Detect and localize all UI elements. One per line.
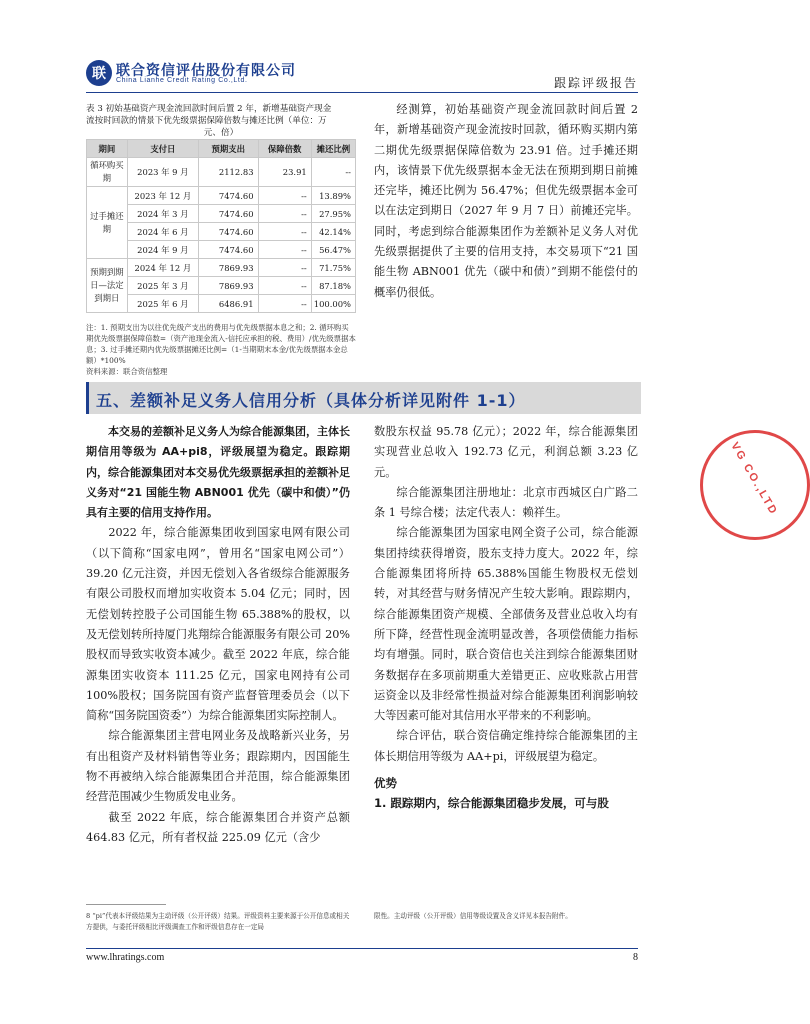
footnote-right: 限性。主动评级（公开评级）信用等级设置及含义详见本报告附件。	[374, 912, 572, 920]
cell-coverage: --	[258, 259, 311, 277]
cell-coverage: --	[258, 241, 311, 259]
lead-paragraph: 本交易的差额补足义务人为综合能源集团，主体长期信用等级为 AA+pi8，评级展望为稳定。跟踪期内，综合能源集团对本交易优先级票据承担的差额补足义务对“21 国能生物 ABN001 优先（碳中和债）”仍具有主要的信用支持作用。	[86, 425, 350, 520]
footnote-left: 8 “pi”代表本评级结果为主动评级（公开评级）结果。评级资料主要来源于公开信息或相关方提供，与委托评级相比评级调查工作和评级信息存在一定局	[86, 912, 350, 931]
cell-amort: --	[311, 158, 355, 187]
cell-coverage: --	[258, 205, 311, 223]
company-name-cn: 联合资信评估股份有限公司	[116, 62, 296, 78]
footer-url: www.lhratings.com	[86, 952, 165, 963]
report-type: 跟踪评级报告	[553, 76, 638, 90]
table-row	[87, 158, 356, 187]
table-title-line: 流按时回款的情景下优先级票据保障倍数与摊还比例（单位：万	[86, 116, 327, 126]
table-row	[87, 241, 356, 259]
table-row	[87, 259, 356, 277]
group-label: 过手摊还期	[87, 187, 128, 259]
cell-expected: 2112.83	[199, 158, 259, 187]
paragraph: 综合能源集团为国家电网全资子公司，综合能源集团持续获得增资，股东支持力度大。2022 年，综合能源集团将所持 65.388%国能生物股权无偿划转，对其经营与财务情况产生较大影响。跟踪期内，综合能源集团资产规模、全部债务及营业总收入均有所下降，经营性现金流明显改善，各项偿债能力指标均有增强。同时，联合资信也关注到综合能源集团财务数据存在多项前期重大差错更正、应收账款占用营运资金以及非经常性损益对综合能源集团利润影响较大等因素可能对其信用水平带来的不利影响。	[374, 526, 638, 723]
cell-expected: 7474.60	[199, 187, 259, 205]
cell-date: 2025 年 6 月	[127, 295, 198, 313]
strengths-heading: 优势	[374, 776, 397, 791]
cell-expected: 7869.93	[199, 277, 259, 295]
cell-expected: 6486.91	[199, 295, 259, 313]
left-column	[86, 422, 350, 848]
table-title-line: 表 3 初始基础资产现金流回款时间后置 2 年，新增基础资产现金	[86, 104, 332, 114]
section-title: 五、差额补足义务人信用分析（具体分析详见附件 1-1）	[96, 391, 526, 410]
table-row	[87, 187, 356, 205]
cell-coverage: --	[258, 295, 311, 313]
cell-expected: 7869.93	[199, 259, 259, 277]
paragraph: 2022 年，综合能源集团收到国家电网有限公司（以下简称“国家电网”，曾用名“国家电网公司”）39.20 亿元注资，并因无偿划入各省级综合能源服务有限公司股权而增加实收资本 5.04 亿元；同时，因无偿划转控股子公司国能生物 65.388%的股权，以及无偿划转所持厦门兆翔综合能源服务有限公司 20%股权而导致实收资本减少。截至 2022 年底，综合能源集团实收资本 111.25 亿元，国家电网持有公司 100%股权；国务院国有资产监督管理委员会（以下简称“国务院国资委”）为综合能源集团实际控制人。	[86, 526, 350, 723]
paragraph: 数股东权益 95.78 亿元）；2022 年，综合能源集团实现营业总收入 192.73 亿元，利润总额 3.23 亿元。	[374, 425, 638, 479]
strength-item: 1. 跟踪期内，综合能源集团稳步发展，可与股	[374, 796, 609, 811]
paragraph: 综合能源集团主营电网业务及战略新兴业务，另有出租资产及材料销售等业务；跟踪期内，因国能生物不再被纳入综合能源集团合并范围，综合能源集团经营范围减少生物质发电业务。	[86, 729, 350, 804]
right-column	[374, 422, 638, 813]
cell-date: 2024 年 9 月	[127, 241, 198, 259]
table-row	[87, 205, 356, 223]
cell-date: 2024 年 3 月	[127, 205, 198, 223]
paragraph: 综合能源集团注册地址：北京市西城区白广路二条 1 号综合楼；法定代表人：赖祥生。	[374, 485, 638, 520]
paragraph: 截至 2022 年底，综合能源集团合并资产总额 464.83 亿元，所有者权益 225.09 亿元（含少	[86, 810, 350, 844]
table-title-line: 元、倍）	[203, 128, 239, 138]
company-logo-icon: 联	[86, 60, 112, 86]
cell-amort: 87.18%	[311, 277, 355, 295]
header-divider	[86, 92, 638, 93]
cell-expected: 7474.60	[199, 205, 259, 223]
page-number: 8	[633, 952, 638, 963]
cell-coverage: --	[258, 277, 311, 295]
table-note: 注：1. 预期支出为以往优先级产支出的费用与优先级票据本息之和；2. 循环购买期优先级票据保障倍数=（资产池现金流入-信托应承担的税、费用）/优先级票据本息；3. 过手摊还期内优先级票据摊还比例=（1-当期期末本金/优先级票据本金总额）*100%	[86, 323, 356, 365]
header-amortization: 摊还比例	[311, 140, 355, 158]
cell-expected: 7474.60	[199, 223, 259, 241]
cell-date: 2024 年 6 月	[127, 223, 198, 241]
group-label: 循环购买期	[87, 158, 128, 187]
coverage-table	[86, 139, 356, 313]
cell-coverage: 23.91	[258, 158, 311, 187]
cell-amort: 56.47%	[311, 241, 355, 259]
cell-date: 2023 年 12 月	[127, 187, 198, 205]
table-row	[87, 295, 356, 313]
footnote-divider	[86, 904, 166, 905]
company-name-en: China Lianhe Credit Rating Co.,Ltd.	[116, 77, 248, 84]
table-title	[86, 103, 356, 139]
cell-amort: 42.14%	[311, 223, 355, 241]
cell-coverage: --	[258, 187, 311, 205]
group-label: 预期到期日—法定到期日	[87, 259, 128, 313]
paragraph: 综合评估，联合资信确定维持综合能源集团的主体长期信用等级为 AA+pi，评级展望为稳定。	[374, 729, 638, 763]
cell-amort: 100.00%	[311, 295, 355, 313]
cell-date: 2024 年 12 月	[127, 259, 198, 277]
cell-expected: 7474.60	[199, 241, 259, 259]
table-row	[87, 223, 356, 241]
cell-amort: 27.95%	[311, 205, 355, 223]
table-row	[87, 277, 356, 295]
table-source: 资料来源：联合资信整理	[86, 367, 168, 376]
table-notes	[86, 322, 356, 377]
cell-amort: 71.75%	[311, 259, 355, 277]
cell-coverage: --	[258, 223, 311, 241]
footer-divider	[86, 948, 638, 949]
table-header-row	[87, 140, 356, 158]
header-period: 期间	[87, 140, 128, 158]
header-pay-date: 支付日	[127, 140, 198, 158]
header-coverage: 保障倍数	[258, 140, 311, 158]
cell-date: 2023 年 9 月	[127, 158, 198, 187]
cell-amort: 13.89%	[311, 187, 355, 205]
header-expected: 预期支出	[199, 140, 259, 158]
company-seal	[700, 430, 810, 540]
cell-date: 2025 年 3 月	[127, 277, 198, 295]
seal-text: VG CO.,LTD	[728, 440, 780, 518]
stress-test-paragraph: 经测算，初始基础资产现金流回款时间后置 2 年，新增基础资产现金流按时回款，循环购买期内第二期优先级票据保障倍数为 23.91 倍。过手摊还期内，该情景下优先级票据本金无法在预期到期日前摊还完毕，摊还比例为 56.47%；但优先级票据本金可以在法定到期日（2027 年 9 月 7 日）前摊还完毕。同时，考虑到综合能源集团作为差额补足义务人对优先级票据提供了主要的信用支持，本交易项下“21 国能生物 ABN001 优先（碳中和债）”到期不能偿付的概率仍很低。	[374, 103, 638, 299]
